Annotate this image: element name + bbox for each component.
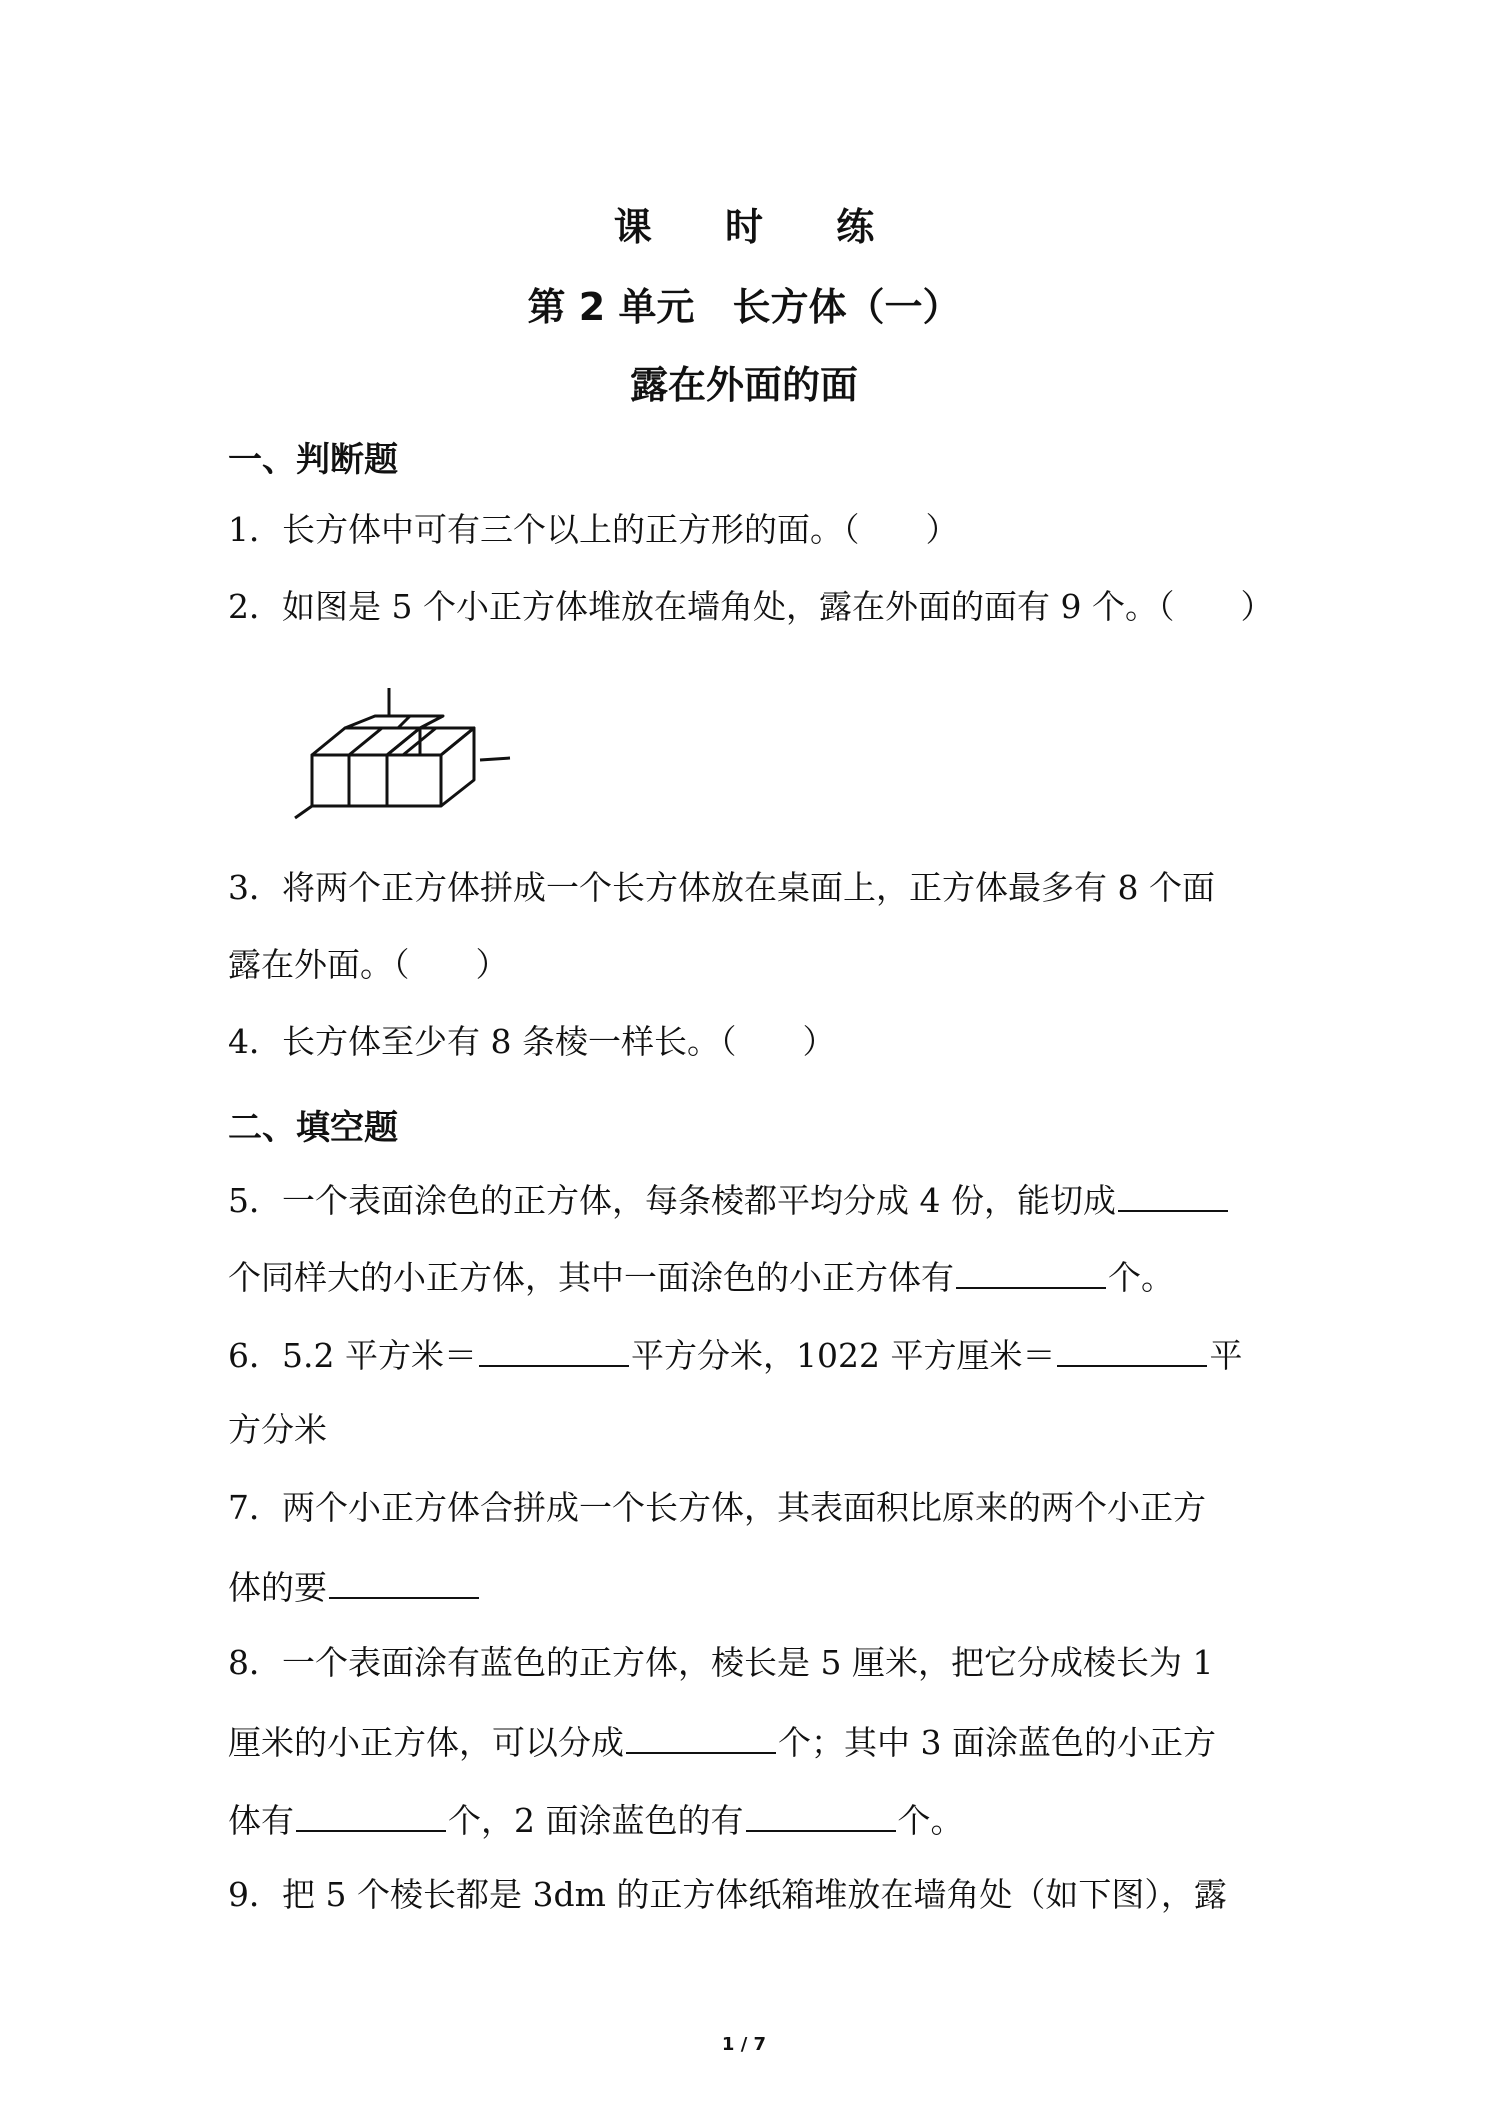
question-4: 4．长方体至少有 8 条棱一样长。（ ）: [228, 1022, 836, 1061]
section-fill-title: 二、填空题: [228, 1108, 398, 1148]
question-6-text: 平: [1209, 1336, 1243, 1375]
question-3-line-1: 3．将两个正方体拼成一个长方体放在桌面上，正方体最多有 8 个面: [228, 868, 1215, 907]
question-7-line-2: [228, 1565, 481, 1608]
question-8-text: 个；其中 3 面涂蓝色的小正方: [778, 1723, 1216, 1762]
answer-blank[interactable]: [746, 1798, 896, 1832]
lesson-title: 露在外面的面: [629, 363, 858, 407]
question-5-line-1: [228, 1178, 1230, 1221]
cube-edge-line: [398, 716, 410, 728]
answer-blank[interactable]: [479, 1333, 629, 1367]
answer-blank[interactable]: [329, 1565, 479, 1599]
cube-front-face: [312, 755, 349, 806]
page-number: 1 / 7: [721, 2034, 767, 2055]
cube-front-face: [349, 755, 387, 806]
question-9-line-1: 9．把 5 个棱长都是 3dm 的正方体纸箱堆放在墙角处（如下图），露: [228, 1875, 1227, 1914]
question-8-text: 个，2 面涂蓝色的有: [448, 1801, 744, 1840]
answer-blank[interactable]: [626, 1720, 776, 1754]
question-5-text: 5．一个表面涂色的正方体，每条棱都平均分成 4 份，能切成: [228, 1181, 1116, 1220]
wall-edge-line: [480, 758, 510, 760]
answer-blank[interactable]: [1057, 1333, 1207, 1367]
question-5-text: 个。: [1108, 1258, 1174, 1297]
question-5-line-2: [228, 1255, 1174, 1298]
cube-edge-line: [349, 728, 382, 755]
question-8-text: 厘米的小正方体，可以分成: [228, 1723, 624, 1762]
answer-blank[interactable]: [1118, 1178, 1228, 1212]
question-8-line-1: 8．一个表面涂有蓝色的正方体，棱长是 5 厘米，把它分成棱长为 1: [228, 1643, 1214, 1682]
question-7-line-1: 7．两个小正方体合拼成一个长方体，其表面积比原来的两个小正方: [228, 1488, 1206, 1527]
unit-title: 第 2 单元 长方体（一）: [527, 285, 961, 329]
question-8-line-3: [228, 1798, 964, 1841]
cube-stack-figure: [290, 680, 520, 830]
question-2: 2．如图是 5 个小正方体堆放在墙角处，露在外面的面有 9 个。（ ）: [228, 587, 1274, 626]
cube-top-face: [345, 716, 443, 728]
question-6-text: 6．5.2 平方米＝: [228, 1336, 477, 1375]
question-8-line-2: [228, 1720, 1216, 1763]
question-3-line-2: 露在外面。（ ）: [228, 945, 509, 984]
question-5-text: 个同样大的小正方体，其中一面涂色的小正方体有: [228, 1258, 954, 1297]
question-6-text: 平方分米，1022 平方厘米＝: [630, 1336, 1056, 1375]
floor-edge-line: [295, 806, 312, 818]
section-judge-title: 一、判断题: [228, 440, 398, 480]
answer-blank[interactable]: [296, 1798, 446, 1832]
page-title: 课 时 练: [613, 205, 905, 249]
answer-blank[interactable]: [956, 1255, 1106, 1289]
cube-front-face: [387, 755, 441, 806]
question-6-line-2: 方分米: [228, 1410, 327, 1449]
question-7-text: 体的要: [228, 1568, 327, 1607]
question-8-text: 个。: [897, 1801, 964, 1840]
question-8-text: 体有: [228, 1801, 294, 1840]
cube-side-face: [441, 728, 474, 806]
question-6-line-1: [228, 1333, 1242, 1376]
question-1: 1．长方体中可有三个以上的正方形的面。（ ）: [228, 510, 959, 549]
